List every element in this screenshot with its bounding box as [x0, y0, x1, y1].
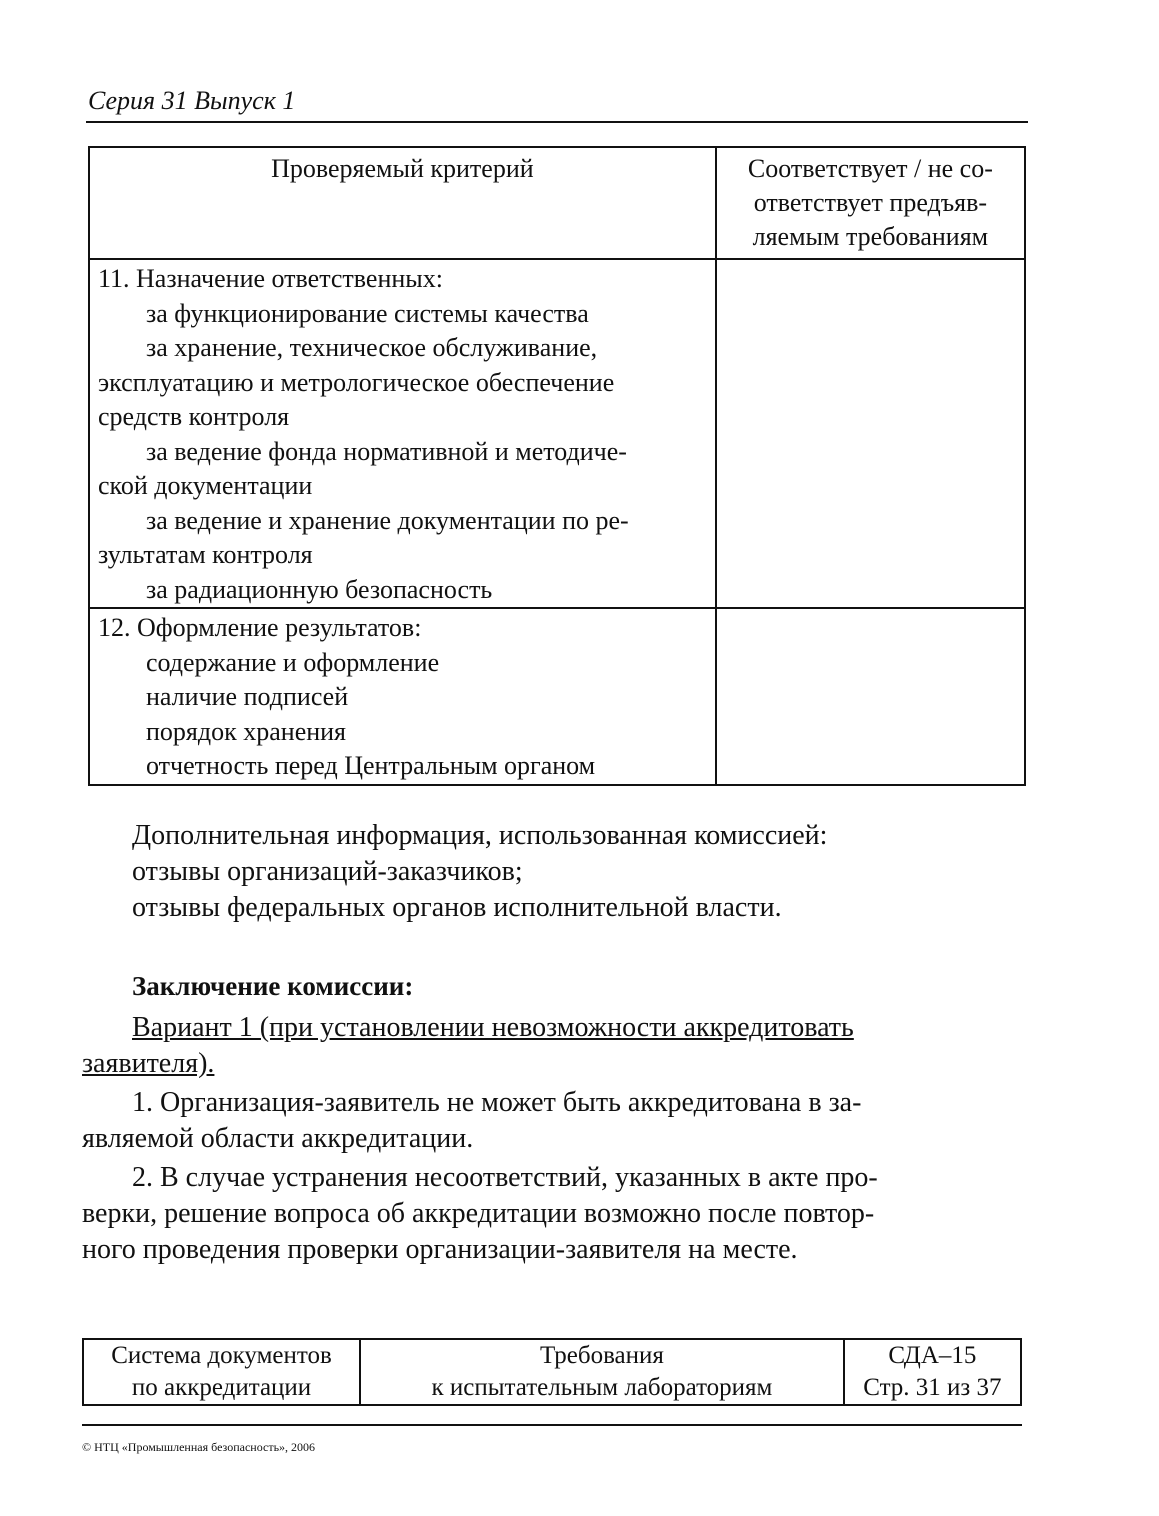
footer-system-cell: [83, 1339, 360, 1405]
compliance-cell: [716, 259, 1025, 608]
col-compliance-line: ляемым требованиям: [752, 222, 989, 251]
conclusion-point-2: [82, 1160, 1027, 1268]
conclusion-point-1: [82, 1085, 1027, 1157]
criterion-cell: [89, 259, 716, 608]
page-number: Стр. 31 из 37: [863, 1374, 1002, 1401]
point-line: верки, решение вопроса об аккредитации возможно после повтор-: [82, 1198, 875, 1229]
variant-heading: [82, 1010, 1027, 1082]
criterion-line: содержание и оформление: [146, 647, 440, 677]
additional-info: [132, 818, 827, 926]
col-compliance-line: Соответствует / не со-: [747, 154, 993, 183]
criterion-line: ской документации: [98, 471, 313, 500]
footer-title-cell: [360, 1339, 844, 1405]
footer-divider: [82, 1424, 1022, 1426]
col-criterion-header: Проверяемый критерий: [89, 147, 716, 259]
table-row: [89, 259, 1025, 608]
criterion-line: за функционирование системы качества: [146, 298, 589, 328]
series-header: Серия 31 Выпуск 1: [88, 86, 296, 115]
variant-line: Вариант 1 (при установлении невозможности аккредитовать: [132, 1012, 854, 1043]
document-code: СДА–15: [888, 1342, 977, 1369]
point-line: ного проведения проверки организации-заявителя на месте.: [82, 1234, 798, 1265]
criterion-line: за ведение фонда нормативной и методиче-: [146, 436, 627, 466]
info-line: отзывы организаций-заказчиков;: [132, 856, 523, 887]
compliance-cell: [716, 608, 1025, 785]
point-line: 2. В случае устранения несоответствий, указанных в акте про-: [132, 1162, 878, 1193]
table-header-row: [89, 147, 1025, 259]
footer-code-cell: [844, 1339, 1021, 1405]
table-row: [89, 608, 1025, 785]
footer-title-line: Требования: [539, 1342, 664, 1369]
criterion-line: эксплуатацию и метрологическое обеспечение: [98, 367, 615, 397]
criterion-line: отчетность перед Центральным органом: [146, 751, 596, 780]
col-compliance-line: ответствует предъяв-: [753, 188, 988, 217]
copyright: © НТЦ «Промышленная безопасность», 2006: [82, 1440, 316, 1454]
criterion-line: за ведение и хранение документации по ре-: [146, 505, 629, 535]
info-line: отзывы федеральных органов исполнительной власти.: [132, 892, 782, 923]
footer-table: [82, 1338, 1022, 1406]
point-line: 1. Организация-заявитель не может быть аккредитована в за-: [132, 1087, 862, 1118]
footer-system-line: Система документов: [111, 1342, 332, 1369]
criterion-title: 12. Оформление результатов:: [98, 613, 422, 642]
criterion-line: порядок хранения: [146, 716, 347, 746]
point-line: являемой области аккредитации.: [82, 1123, 474, 1154]
footer-system-line: по аккредитации: [131, 1374, 312, 1401]
col-compliance-header: [716, 147, 1025, 259]
criterion-line: за радиационную безопасность: [146, 574, 493, 604]
criterion-cell: [89, 608, 716, 785]
criterion-line: наличие подписей: [146, 682, 349, 711]
criterion-line: средств контроля: [98, 402, 290, 431]
header-divider: [86, 121, 1028, 123]
info-line: Дополнительная информация, использованная комиссией:: [132, 820, 828, 851]
variant-line: заявителя).: [82, 1048, 215, 1079]
criteria-table: [88, 146, 1026, 786]
criterion-line: за хранение, техническое обслуживание,: [146, 333, 598, 362]
criterion-line: зультатам контроля: [98, 540, 313, 569]
criterion-title: 11. Назначение ответственных:: [98, 264, 443, 293]
footer-title-line: к испытательным лабораториям: [431, 1374, 773, 1401]
conclusion-title: Заключение комиссии:: [132, 971, 414, 1001]
